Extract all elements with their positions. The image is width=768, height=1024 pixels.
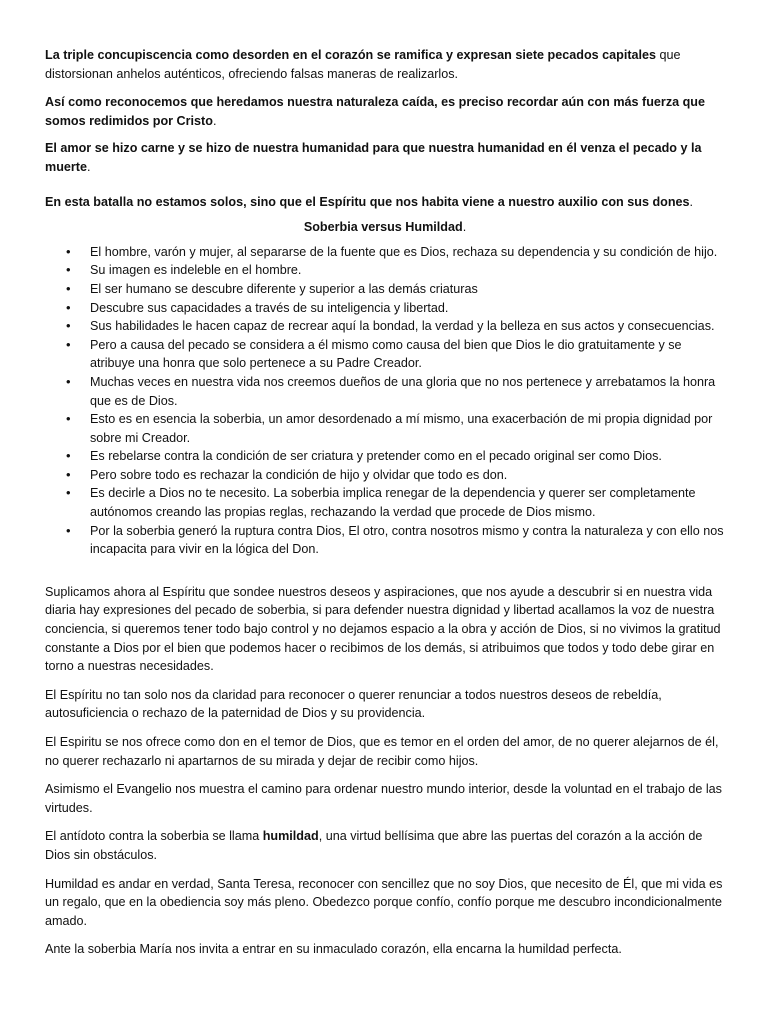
intro-paragraph-4 bbox=[45, 193, 725, 212]
intro-paragraph-4-bold: En esta batalla no estamos solos, sino que el Espíritu que nos habita viene a nuestro auxilio con sus dones bbox=[45, 194, 690, 209]
bullet-icon: • bbox=[66, 318, 71, 334]
intro-paragraph-2-bold: Así como reconocemos que heredamos nuestra naturaleza caída, es preciso recordar aún con más fuerza que somos redimidos por Cristo bbox=[45, 95, 706, 128]
list-item-text: Por la soberbia generó la ruptura contra Dios, El otro, contra nosotros mismo y contra la naturaleza y con ello nos incapacita para vivir en la lógica del Don. bbox=[90, 523, 724, 557]
list-item-text: Esto es en esencia la soberbia, un amor desordenado a mí mismo, una exacerbación de mi propia dignidad por sobre mi Creador. bbox=[90, 412, 713, 445]
bullet-icon: • bbox=[66, 411, 71, 427]
list-item bbox=[45, 336, 725, 373]
list-item-text: Pero a causa del pecado se considera a él mismo como causa del bien que Dios le dio gratuitamente y se atribuye una honra que solo pertenece a su Padre Creador. bbox=[90, 337, 682, 371]
body-paragraph-4: Asimismo el Evangelio nos muestra el camino para ordenar nuestro mundo interior, desde la voluntad en el trabajo de las virtudes. bbox=[45, 782, 722, 815]
bullet-icon: • bbox=[66, 373, 71, 389]
body-paragraph-6: Humildad es andar en verdad, Santa Teresa, reconocer con sencillez que no soy Dios, que necesito de Él, que mi vida es un regalo, que en la obediencia soy más pleno. Obedezco porque confío, confío porque me descubro incondicionalmente amado. bbox=[45, 876, 723, 928]
body-paragraph-5-start: El antídoto contra la soberbia se llama bbox=[45, 829, 263, 844]
intro-paragraph-4-text: . bbox=[689, 194, 694, 209]
intro-paragraph-2 bbox=[45, 93, 725, 130]
list-item bbox=[45, 373, 725, 410]
list-item bbox=[45, 317, 725, 336]
body-paragraph-5-end: , una virtud bellísima que abre las puertas del corazón a la acción de Dios sin obstáculos. bbox=[45, 829, 703, 862]
list-item-text: El hombre, varón y mujer, al separarse de la fuente que es Dios, rechaza su dependencia y su condición de hijo. bbox=[90, 244, 718, 259]
list-item-text: Sus habilidades le hacen capaz de recrear aquí la bondad, la verdad y la belleza en sus actos y consecuencias. bbox=[90, 319, 715, 334]
intro-paragraph-3-bold: El amor se hizo carne y se hizo de nuestra humanidad para que nuestra humanidad en él venza el pecado y la muerte bbox=[45, 141, 702, 174]
section-title-bold: Soberbia versus Humildad bbox=[303, 220, 463, 235]
list-item bbox=[45, 522, 725, 559]
bullet-icon: • bbox=[66, 299, 71, 315]
bullet-icon: • bbox=[66, 262, 71, 278]
list-item-text: Pero sobre todo es rechazar la condición de hijo y olvidar que todo es don. bbox=[90, 467, 508, 482]
bullet-list bbox=[45, 243, 725, 559]
intro-paragraph-2-text: . bbox=[212, 113, 217, 128]
list-item bbox=[45, 410, 725, 447]
humildad-bold: humildad bbox=[262, 829, 319, 844]
body-paragraph-7: Ante la soberbia María nos invita a entrar en su inmaculado corazón, ella encarna la humildad perfecta. bbox=[45, 942, 622, 957]
bullet-icon: • bbox=[66, 243, 71, 259]
intro-paragraph-3-text: . bbox=[87, 159, 91, 174]
list-item bbox=[45, 447, 725, 466]
list-item bbox=[45, 280, 725, 299]
list-item-text: Es rebelarse contra la condición de ser criatura y pretender como en el pecado original ser como Dios. bbox=[90, 449, 662, 464]
body-paragraph-2: El Espíritu no tan solo nos da claridad para reconocer o querer renunciar a todos nuestros deseos de rebeldía, autosuficiencia o rechazo de la paternidad de Dios y su providencia. bbox=[45, 687, 662, 721]
bullet-icon: • bbox=[66, 522, 71, 538]
list-item-text: Muchas veces en nuestra vida nos creemos dueños de una gloria que no nos pertenece y arrebatamos la honra que es de Dios. bbox=[90, 374, 716, 408]
bullet-icon: • bbox=[66, 485, 71, 501]
body-paragraph-1: Suplicamos ahora al Espíritu que sondee nuestros deseos y aspiraciones, que nos ayude a descubrir si en nuestra vida diaria hay expresiones del pecado de soberbia, si para defender nuestra dignidad y libertad acallamos la voz de nuestra conciencia, si queremos tener todo bajo control y no dejamos espacio a la obra y acción de Dios, si no vivimos la gratitud constante a Dios por el bien que podemos hacer o recibimos de los demás, si atribuimos que todos y todo debe girar en torno a nuestras necesidades. bbox=[45, 584, 721, 674]
intro-paragraph-1-text: que distorsionan anhelos auténticos, ofreciendo falsas maneras de realizarlos. bbox=[45, 48, 681, 81]
bullet-icon: • bbox=[66, 466, 71, 482]
bullet-icon: • bbox=[66, 448, 71, 464]
intro-paragraph-3 bbox=[45, 139, 725, 176]
list-item bbox=[45, 484, 725, 521]
list-item-text: El ser humano se descubre diferente y superior a las demás criaturas bbox=[90, 281, 478, 296]
list-item-text: Descubre sus capacidades a través de su inteligencia y libertad. bbox=[90, 300, 449, 315]
section-title-period: . bbox=[462, 220, 467, 235]
document-content bbox=[45, 46, 725, 969]
list-item bbox=[45, 261, 725, 280]
list-item-text: Su imagen es indeleble en el hombre. bbox=[90, 263, 302, 278]
list-item bbox=[45, 299, 725, 318]
body-paragraph-5 bbox=[45, 827, 725, 864]
list-item bbox=[45, 466, 725, 485]
intro-paragraph-1 bbox=[45, 46, 725, 83]
body-paragraph-3: El Espiritu se nos ofrece como don en el temor de Dios, que es temor en el orden del amor, de no querer alejarnos de él, no querer rechazarlo ni apartarnos de su mirada y dejar de recibir como hijos. bbox=[45, 735, 719, 768]
list-item bbox=[45, 243, 725, 262]
bullet-icon: • bbox=[66, 280, 71, 296]
section-title bbox=[45, 218, 725, 237]
intro-paragraph-1-bold: La triple concupiscencia como desorden en el corazón se ramifica y expresan siete pecados capitales bbox=[45, 48, 657, 62]
list-item-text: Es decirle a Dios no te necesito. La soberbia implica renegar de la dependencia y querer ser completamente autónomos creando las propias reglas, rechazando la verdad que procede de Dios mismo. bbox=[90, 486, 696, 520]
bullet-icon: • bbox=[66, 336, 71, 352]
